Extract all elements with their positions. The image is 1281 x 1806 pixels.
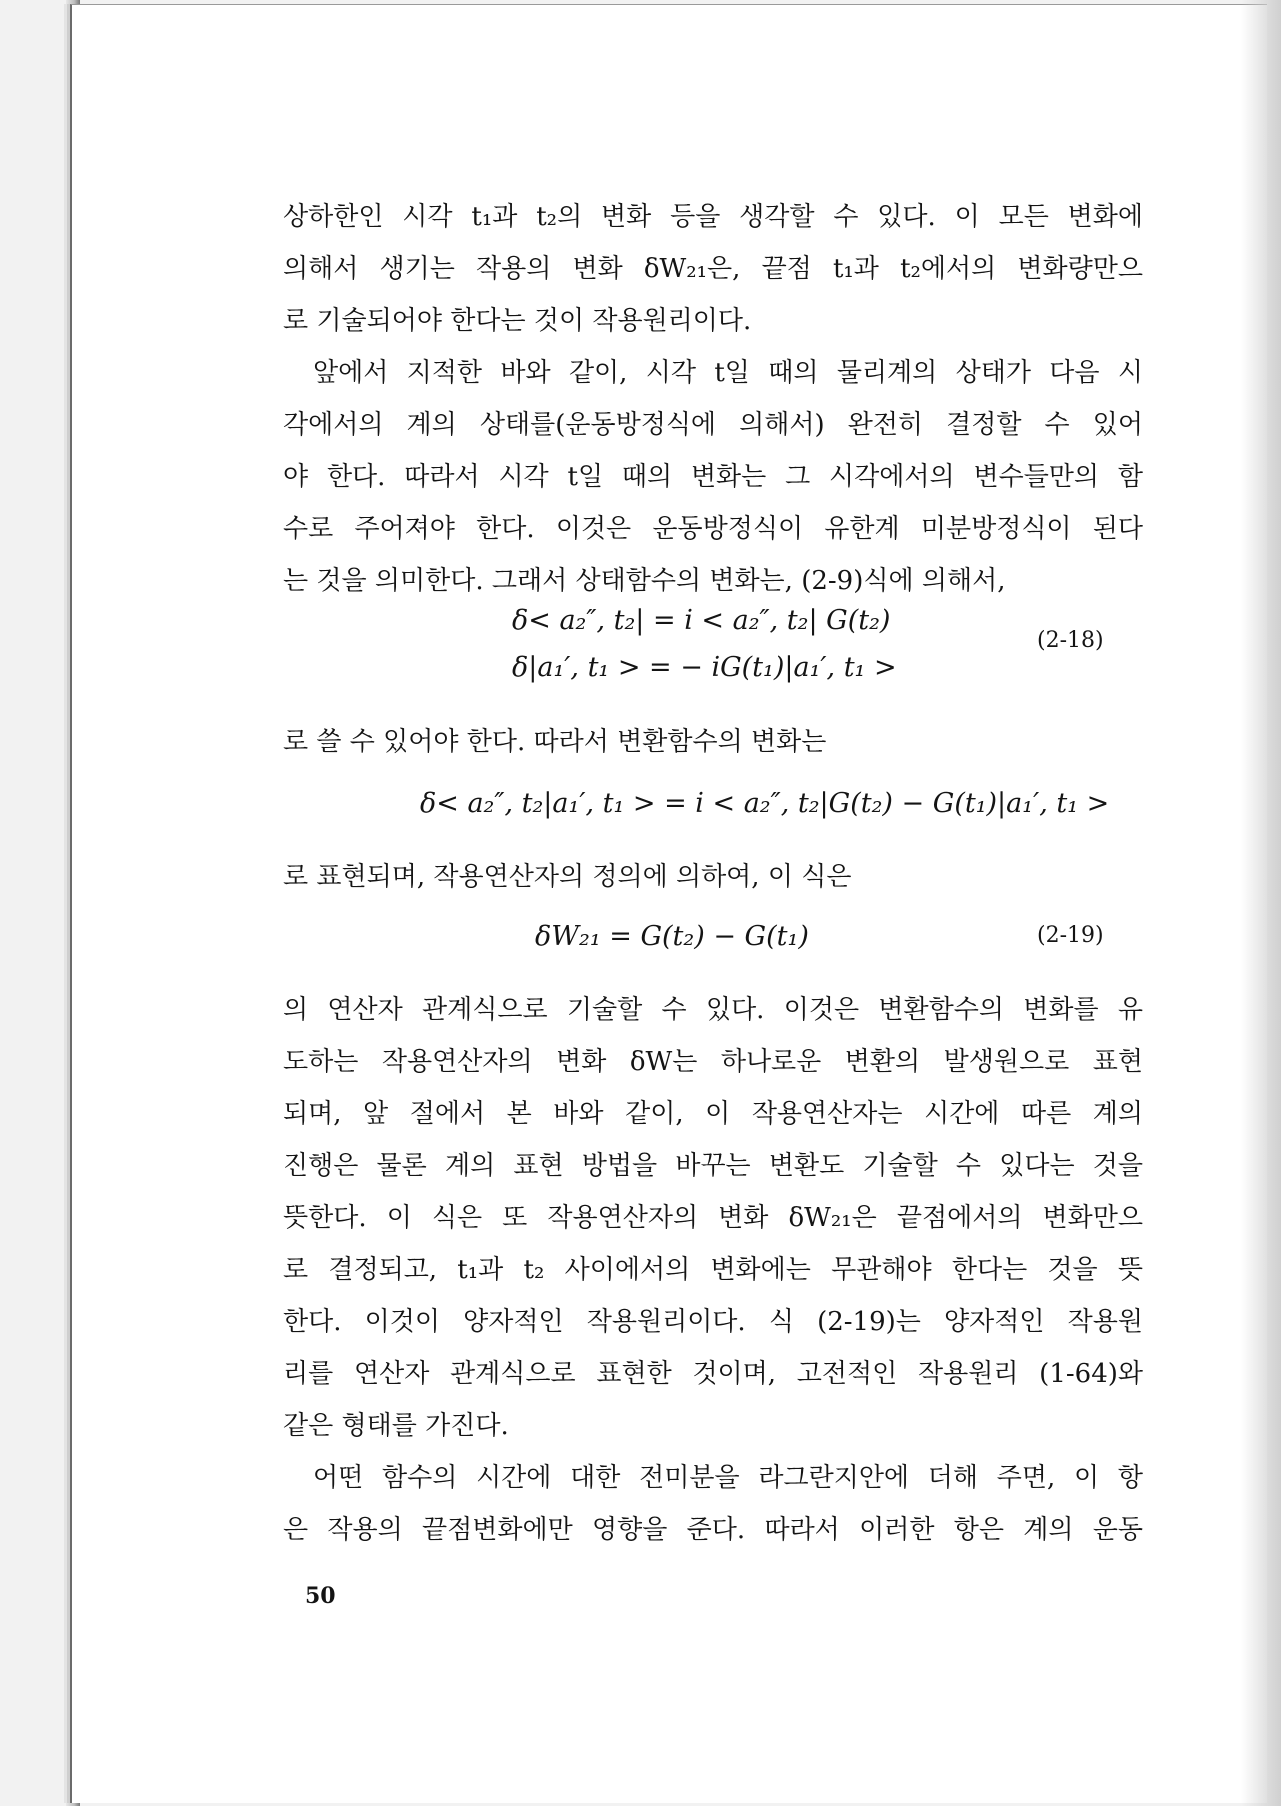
- text-line: 앞에서 지적한 바와 같이, 시각 t일 때의 물리계의 상태가 다음 시: [313, 358, 1143, 388]
- text-line: 은 작용의 끝점변화에만 영향을 준다. 따라서 이러한 항은 계의 운동: [283, 1515, 1143, 1545]
- page-edge-shadow: [1241, 0, 1281, 1806]
- text-line: 로 쓸 수 있어야 한다. 따라서 변환함수의 변화는: [283, 727, 827, 757]
- text-line: 야 한다. 따라서 시각 t일 때의 변화는 그 시각에서의 변수들만의 함: [283, 462, 1143, 492]
- text-line: 의해서 생기는 작용의 변화 δW₂₁은, 끝점 t₁과 t₂에서의 변화량만으: [283, 254, 1143, 284]
- text-line: 수로 주어져야 한다. 이것은 운동방정식이 유한계 미분방정식이 된다: [283, 514, 1143, 544]
- equation-2-18-line1: δ< a₂″, t₂| = i < a₂″, t₂| G(t₂): [512, 605, 891, 636]
- text-line: 각에서의 계의 상태를(운동방정식에 의해서) 완전히 결정할 수 있어: [283, 410, 1143, 440]
- text-line: 뜻한다. 이 식은 또 작용연산자의 변화 δW₂₁은 끝점에서의 변화만으: [283, 1203, 1143, 1233]
- text-line: 한다. 이것이 양자적인 작용원리이다. 식 (2-19)는 양자적인 작용원: [283, 1307, 1143, 1337]
- text-line: 는 것을 의미한다. 그래서 상태함수의 변화는, (2-9)식에 의해서,: [283, 566, 1006, 596]
- equation-2-19: δW₂₁ = G(t₂) − G(t₁): [535, 921, 809, 952]
- text-line: 로 결정되고, t₁과 t₂ 사이에서의 변화에는 무관해야 한다는 것을 뜻: [283, 1255, 1143, 1285]
- text-line: 되며, 앞 절에서 본 바와 같이, 이 작용연산자는 시간에 따른 계의: [283, 1099, 1143, 1129]
- text-line: 리를 연산자 관계식으로 표현한 것이며, 고전적인 작용원리 (1-64)와: [283, 1359, 1143, 1389]
- text-line: 로 표현되며, 작용연산자의 정의에 의하여, 이 식은: [283, 862, 852, 892]
- equation-2-18-line2: δ|a₁′, t₁ > = − iG(t₁)|a₁′, t₁ >: [512, 652, 897, 683]
- text-line: 상하한인 시각 t₁과 t₂의 변화 등을 생각할 수 있다. 이 모든 변화에: [283, 202, 1143, 232]
- text-line: 의 연산자 관계식으로 기술할 수 있다. 이것은 변환함수의 변화를 유: [283, 995, 1143, 1025]
- text-line: 도하는 작용연산자의 변화 δW는 하나로운 변환의 발생원으로 표현: [283, 1047, 1143, 1077]
- equation-number: (2-18): [1037, 628, 1104, 653]
- text-line: 같은 형태를 가진다.: [283, 1411, 509, 1441]
- equation-number: (2-19): [1037, 923, 1104, 948]
- equation-transform-change: δ< a₂″, t₂|a₁′, t₁ > = i < a₂″, t₂|G(t₂) − G(t₁)|a₁′, t₁ >: [420, 788, 1110, 819]
- text-line: 진행은 물론 계의 표현 방법을 바꾸는 변환도 기술할 수 있다는 것을: [283, 1151, 1143, 1181]
- page-number: 50: [305, 1583, 336, 1609]
- text-line: 어떤 함수의 시간에 대한 전미분을 라그란지안에 더해 주면, 이 항: [313, 1463, 1143, 1493]
- text-line: 로 기술되어야 한다는 것이 작용원리이다.: [283, 306, 752, 336]
